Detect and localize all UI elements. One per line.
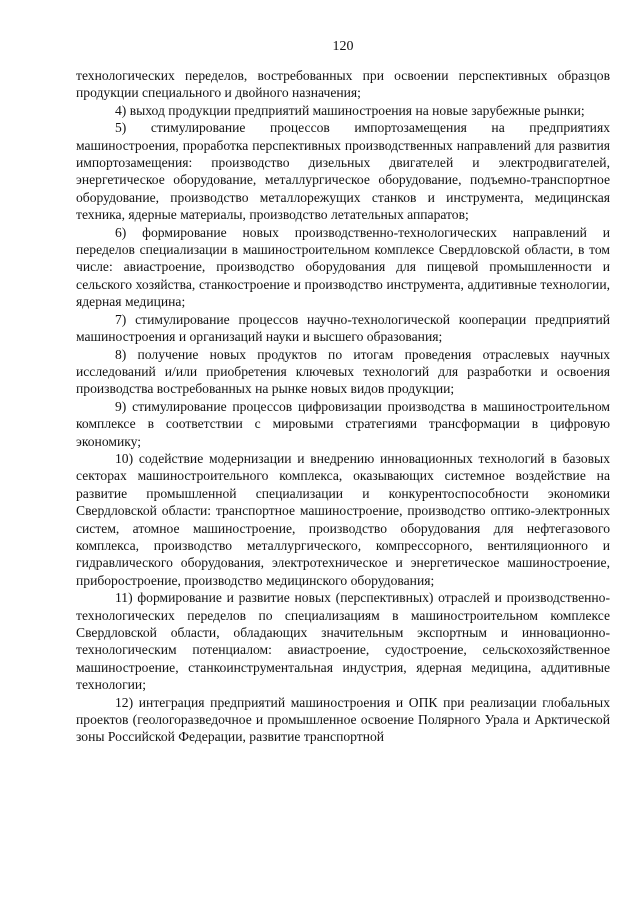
list-item-10: 10) содействие модернизации и внедрению инновационных технологий в базовых секторах машиностроительного комплекса, оказывающих системное воздействие на развитие промышленной специализации и конкурентоспособности экономики Свердловской области: транспортное машиностроение, производство оптико-электронных систем, атомное машиностроение, производство оборудования для нефтегазового комплекса, производство металлургического, компрессорного, вентиляционного и гидравлического оборудования, электротехническое и энергетическое машиностроение, приборостроение, производство медицинского оборудования; (76, 450, 610, 588)
list-item-9: 9) стимулирование процессов цифровизации производства в машиностроительном комплексе в соответствии с мировыми стратегиями трансформации в цифровую экономику; (76, 398, 610, 449)
list-item-4: 4) выход продукции предприятий машиностроения на новые зарубежные рынки; (115, 102, 585, 118)
document-body (76, 67, 610, 746)
list-item-11: 11) формирование и развитие новых (перспективных) отраслей и производственно-технологических переделов по специализациям в машиностроительном комплексе Свердловской области, обладающих значительным экспортным и инновационно-технологическим потенциалом: авиастроение, судостроение, сельскохозяйственное машиностроение, станкоинструментальная индустрия, ядерная медицина, аддитивные технологии; (76, 590, 610, 693)
page-number: 120 (332, 39, 354, 54)
paragraph-continuation: технологических переделов, востребованных при освоении перспективных образцов продукции специального и двойного назначения; (76, 68, 610, 101)
list-item-7: 7) стимулирование процессов научно-технологической кооперации предприятий машиностроения и организаций науки и высшего образования; (76, 311, 610, 345)
list-item-5: 5) стимулирование процессов импортозамещения на предприятиях машиностроения, проработка перспективных производственных направлений для развития импортозамещения: производство дизельных двигателей и электродвигателей, энергетическое оборудование, металлургическое оборудование, подъемно-транспортное оборудование, производство металлорежущих станков и инструмента, медицинская техника, ядерные материалы, производство летательных аппаратов; (76, 120, 610, 223)
list-item-6: 6) формирование новых производственно-технологических направлений и переделов специализации в машиностроительном комплексе Свердловской области, в том числе: авиастроение, производство оборудования для пищевой промышленности и сельского хозяйства, станкостроение и производство инструмента, аддитивные технологии, ядерная медицина; (76, 224, 610, 310)
list-item-12: 12) интеграция предприятий машиностроения и ОПК при реализации глобальных проектов (геологоразведочное и промышленное освоение Полярного Урала и Арктической зоны Российской Федерации, развитие транспортной (76, 694, 610, 745)
list-item-8: 8) получение новых продуктов по итогам проведения отраслевых научных исследований и/или приобретения ключевых технологий для разработки и освоения производства востребованных на рынке новых видов продукции; (76, 346, 610, 397)
